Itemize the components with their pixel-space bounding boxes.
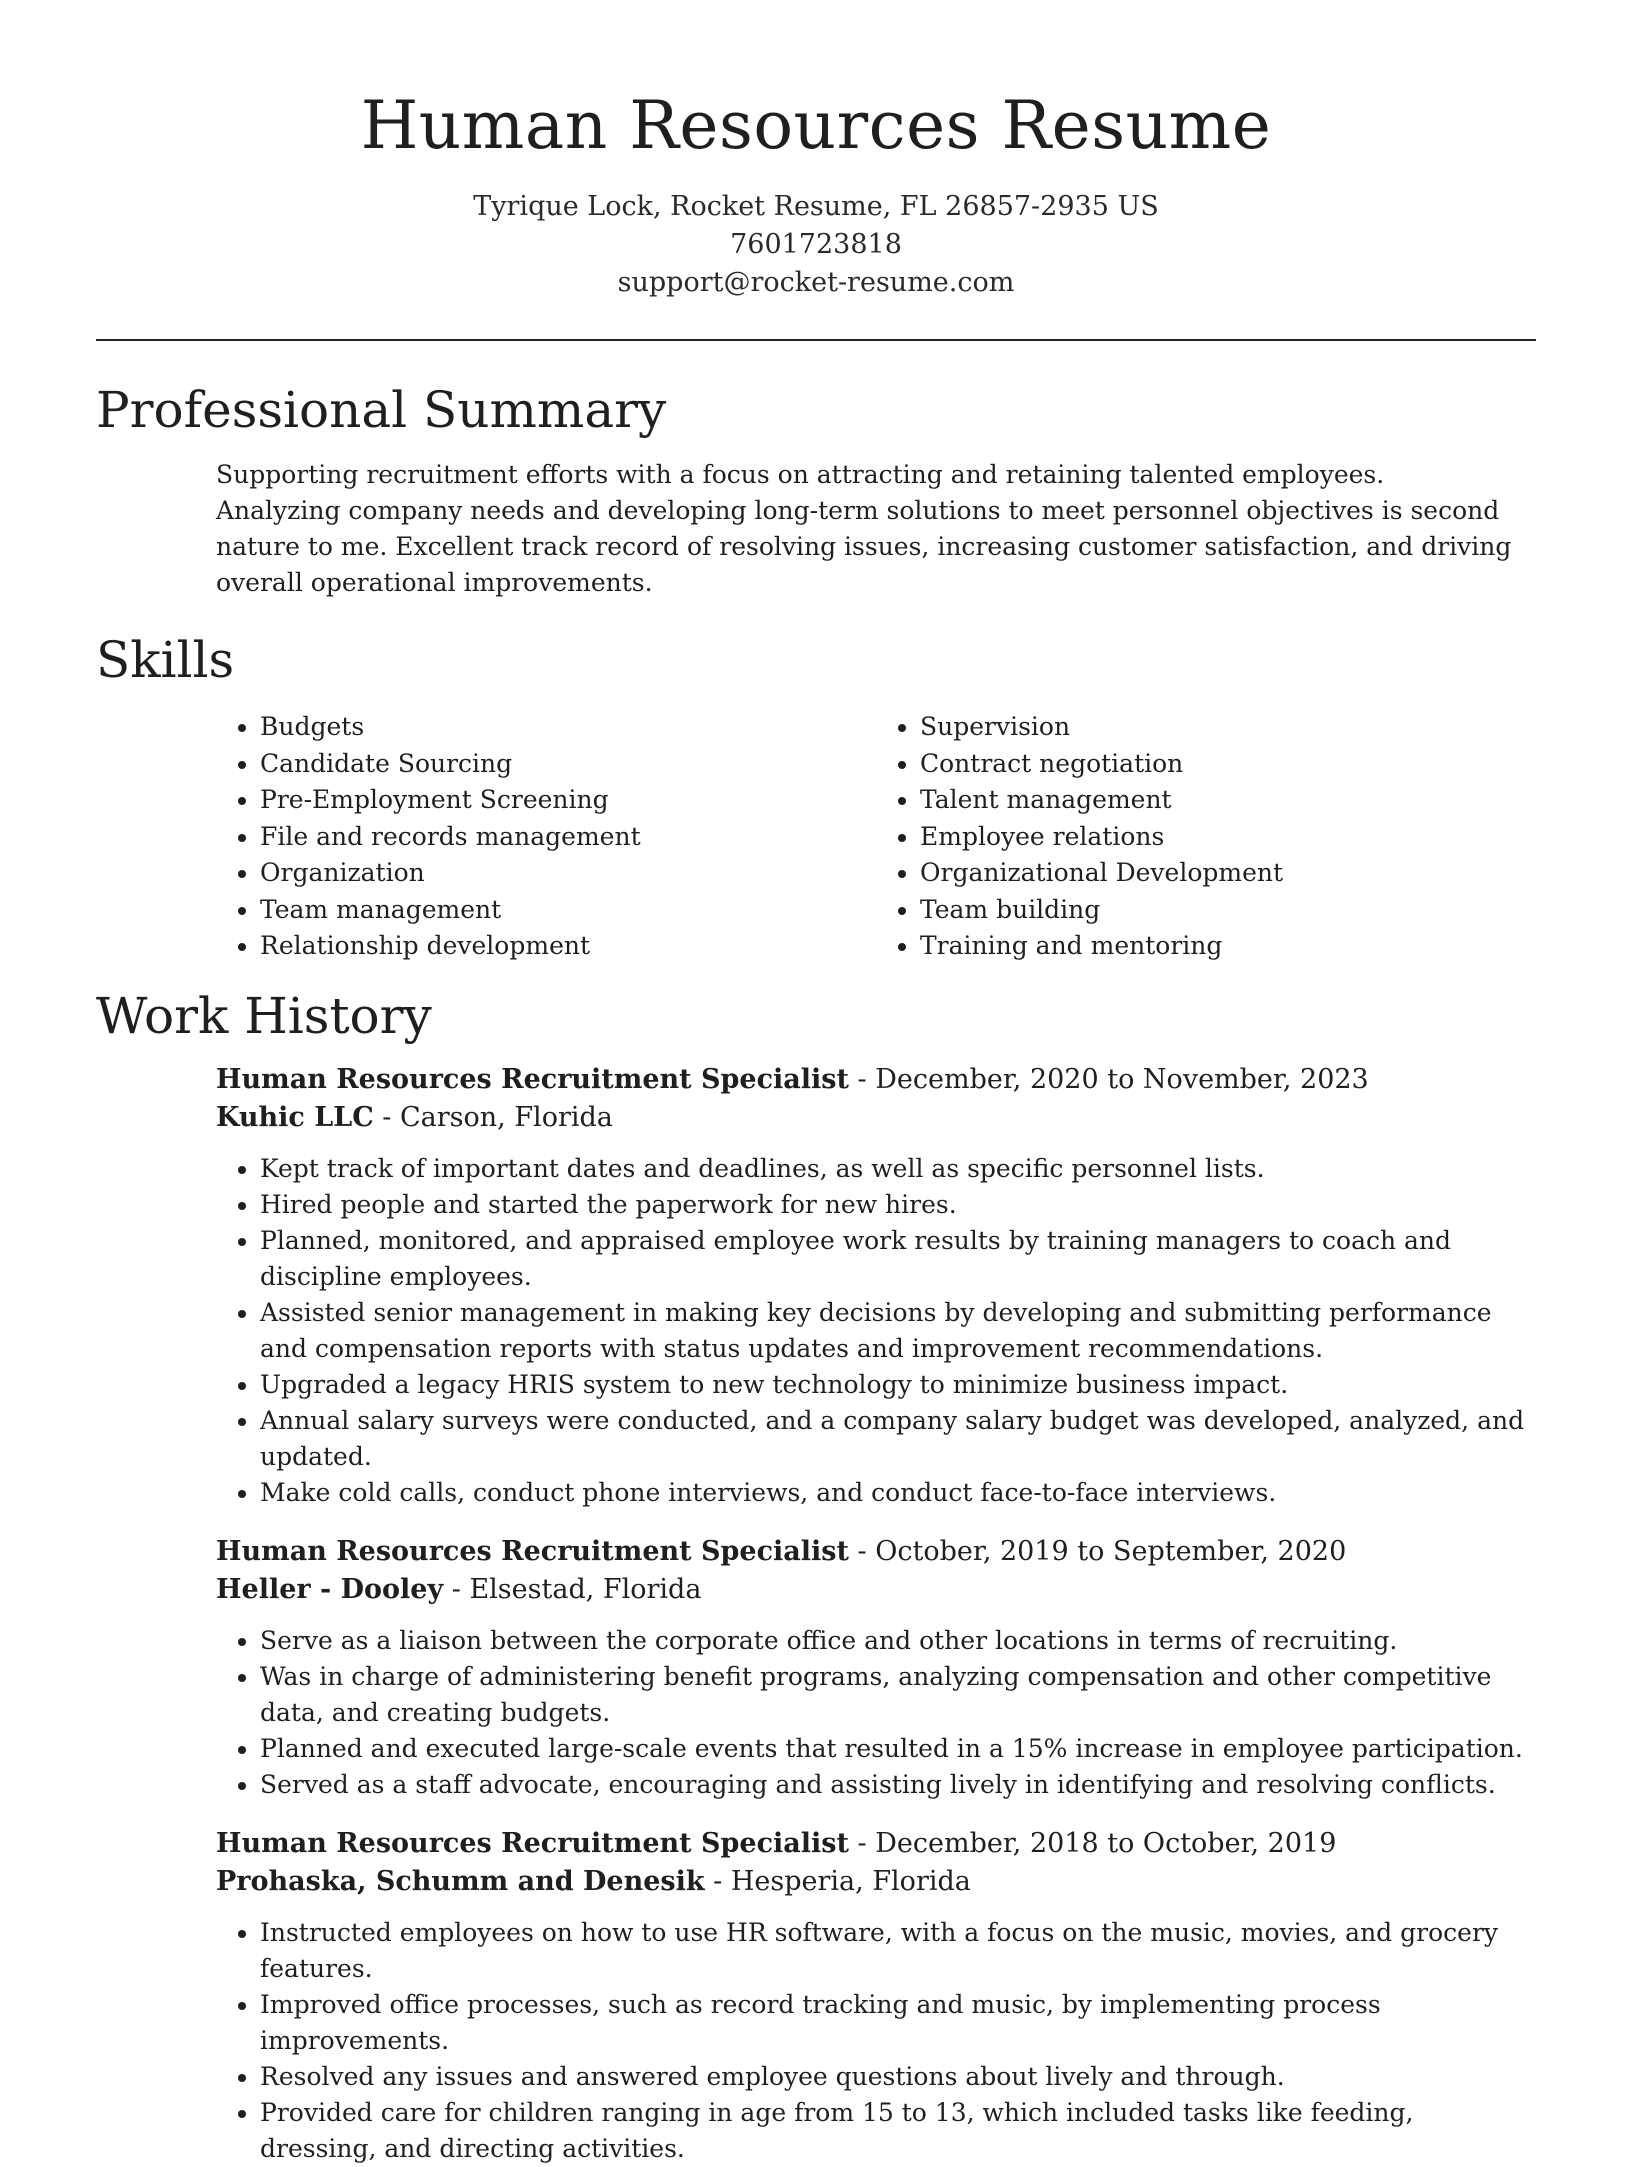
job-bullet: • Resolved any issues and answered employee questions about lively and through. (260, 2059, 1536, 2095)
skill-item: • Contract negotiation (920, 746, 1536, 783)
skill-item: • Candidate Sourcing (260, 746, 876, 783)
skills-left-list (216, 709, 876, 965)
job-bullet: • Planned, monitored, and appraised employee work results by training managers to coach and discipline employees. (260, 1223, 1536, 1295)
job-bullet: • Upgraded a legacy HRIS system to new technology to minimize business impact. (260, 1367, 1536, 1403)
resume-title: Human Resources Resume (360, 87, 1272, 164)
skill-item: • Supervision (920, 709, 1536, 746)
job-company-line (216, 1863, 1536, 1901)
summary-heading: Professional Summary (96, 381, 667, 439)
job-entry (216, 1533, 1536, 1803)
job-bullet: • Instructed employees on how to use HR software, with a focus on the music, movies, and grocery features. (260, 1915, 1536, 1987)
job-location: - Hesperia, Florida (704, 1865, 971, 1897)
job-bullet: • Improved office processes, such as record tracking and music, by implementing process improvements. (260, 1987, 1536, 2059)
contact-email: support@rocket-resume.com (617, 267, 1015, 298)
job-company-line (216, 1571, 1536, 1609)
skill-item: • Talent management (920, 782, 1536, 819)
job-title: Human Resources Recruitment Specialist (216, 1063, 849, 1095)
job-location: - Elsestad, Florida (443, 1573, 702, 1605)
job-bullet: • Served as a staff advocate, encouraging and assisting lively in identifying and resolving conflicts. (260, 1767, 1536, 1803)
job-company: Prohaska, Schumm and Denesik (216, 1865, 705, 1897)
job-bullet: • Planned and executed large-scale events that resulted in a 15% increase in employee participation. (260, 1731, 1536, 1767)
job-entry (216, 1061, 1536, 1511)
job-title: Human Resources Recruitment Specialist (216, 1535, 849, 1567)
summary-text: Supporting recruitment efforts with a focus on attracting and retaining talented employees. Analyzing company needs and developing long-term solutions to meet personnel objectives is second nature to me. Excellent track record of resolving issues, increasing customer satisfaction, and driving overall operational improvements. (216, 460, 1512, 597)
skill-item: • Organization (260, 855, 876, 892)
skill-item: • Relationship development (260, 928, 876, 965)
job-bullet: • Kept track of important dates and deadlines, as well as specific personnel lists. (260, 1151, 1536, 1187)
job-bullet: • Annual salary surveys were conducted, and a company salary budget was developed, analyzed, and updated. (260, 1403, 1536, 1475)
job-bullet: • Provided care for children ranging in age from 15 to 13, which included tasks like feeding, dressing, and directing activities. (260, 2095, 1536, 2167)
skill-item: • Employee relations (920, 819, 1536, 856)
job-bullet: • Assisted senior management in making key decisions by developing and submitting performance and compensation reports with status updates and improvement recommendations. (260, 1295, 1536, 1367)
skills-right-list (876, 709, 1536, 965)
contact-block (96, 188, 1536, 302)
job-header (216, 1061, 1536, 1099)
skills-heading: Skills (96, 631, 235, 689)
job-bullet: • Make cold calls, conduct phone interviews, and conduct face-to-face interviews. (260, 1475, 1536, 1511)
job-bullets (216, 1623, 1536, 1803)
job-entry (216, 1825, 1536, 2167)
job-title: Human Resources Recruitment Specialist (216, 1827, 849, 1859)
header-divider (96, 339, 1536, 341)
job-dates: - December, 2018 to October, 2019 (848, 1827, 1337, 1859)
work-history-heading: Work History (96, 986, 432, 1045)
skills-columns (216, 709, 1536, 965)
job-bullet: • Serve as a liaison between the corporate office and other locations in terms of recruiting. (260, 1623, 1536, 1659)
skill-item: • Team building (920, 892, 1536, 929)
skill-item: • Budgets (260, 709, 876, 746)
job-header (216, 1533, 1536, 1571)
skill-item: • File and records management (260, 819, 876, 856)
job-header (216, 1825, 1536, 1863)
skill-item: • Organizational Development (920, 855, 1536, 892)
job-bullets (216, 1915, 1536, 2167)
skill-item: • Team management (260, 892, 876, 929)
job-bullet: • Hired people and started the paperwork for new hires. (260, 1187, 1536, 1223)
contact-address: Tyrique Lock, Rocket Resume, FL 26857-2935 US (473, 191, 1159, 222)
job-location: - Carson, Florida (373, 1101, 613, 1133)
skill-item: • Pre-Employment Screening (260, 782, 876, 819)
job-company: Kuhic LLC (216, 1101, 374, 1133)
skill-item: • Training and mentoring (920, 928, 1536, 965)
job-company: Heller - Dooley (216, 1573, 444, 1605)
job-bullet: • Was in charge of administering benefit programs, analyzing compensation and other competitive data, and creating budgets. (260, 1659, 1536, 1731)
job-bullets (216, 1151, 1536, 1511)
job-dates: - December, 2020 to November, 2023 (848, 1063, 1369, 1095)
contact-phone: 7601723818 (730, 229, 902, 260)
job-company-line (216, 1099, 1536, 1137)
job-dates: - October, 2019 to September, 2020 (848, 1535, 1347, 1567)
resume-page (96, 0, 1536, 2167)
